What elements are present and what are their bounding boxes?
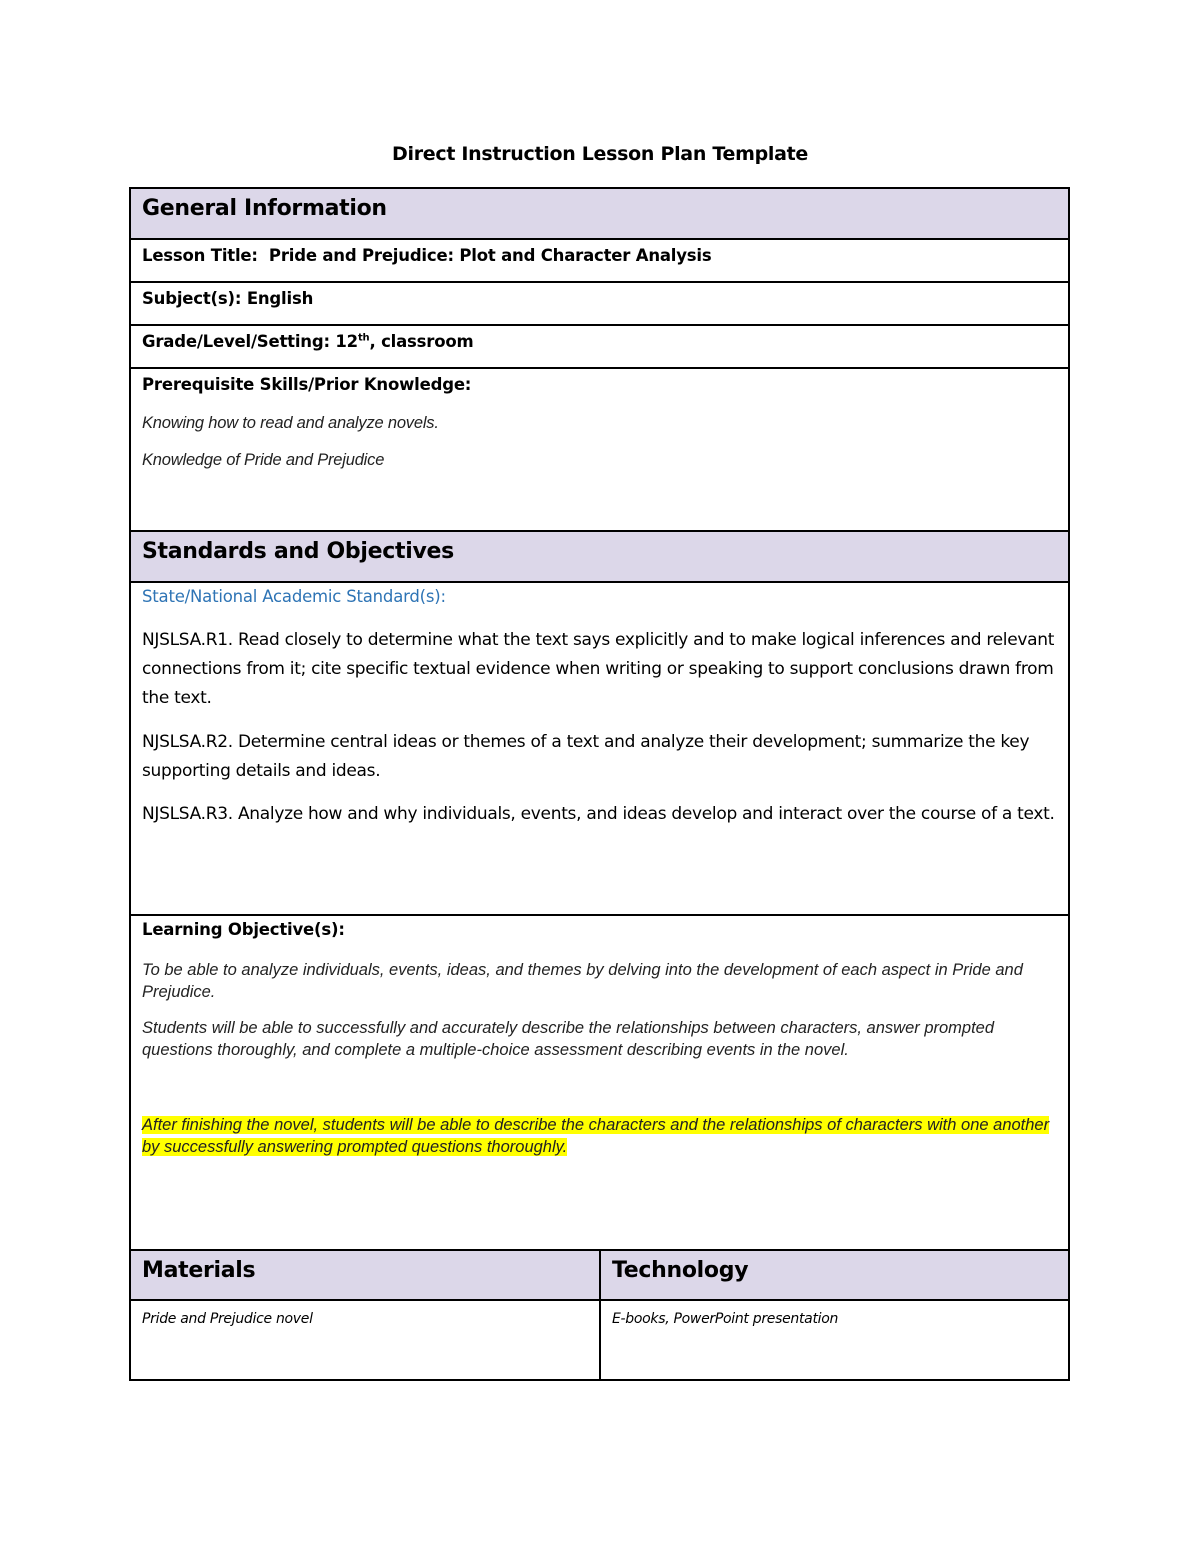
lesson-title-label: Lesson Title:	[142, 246, 258, 265]
highlighted-objective-text: After finishing the novel, students will be able to describe the characters and the relationships of characters with one another by successfully answering prompted questions thoroughly.	[142, 1116, 1050, 1156]
standards-objectives-header	[131, 532, 1068, 583]
technology-value: E-books, PowerPoint presentation	[612, 1311, 839, 1327]
grade-label: Grade/Level/Setting:	[142, 332, 330, 351]
lesson-title-row	[131, 240, 1068, 283]
page-title: Direct Instruction Lesson Plan Template	[392, 143, 808, 165]
prerequisite-item: Knowledge of Pride and Prejudice	[142, 451, 385, 469]
objective-item: Students will be able to successfully and accurately describe the relationships between characters, answer prompted questions thoroughly, and complete a multiple-choice assessment describing events in the novel.	[142, 1019, 995, 1059]
column-divider	[599, 1301, 601, 1379]
grade-number: 12	[335, 332, 358, 351]
column-divider	[599, 1251, 601, 1299]
technology-heading: Technology	[612, 1258, 749, 1283]
objective-item: To be able to analyze individuals, events, ideas, and themes by delving into the development of each aspect in Pride and Prejudice.	[142, 961, 1023, 1001]
standard-item: NJSLSA.R1. Read closely to determine what the text says explicitly and to make logical inferences and relevant connections from it; cite specific textual evidence when writing or speaking to support conclusions drawn from the text.	[142, 630, 1055, 708]
general-information-heading: General Information	[142, 196, 387, 221]
materials-value: Pride and Prejudice novel	[142, 1311, 313, 1327]
general-information-header	[131, 189, 1068, 240]
highlighted-objective	[142, 1114, 1054, 1158]
grade-row	[131, 326, 1068, 369]
grade-setting: , classroom	[369, 332, 474, 351]
grade-superscript: th	[357, 332, 370, 344]
grade-text	[142, 332, 473, 351]
materials-heading: Materials	[142, 1258, 256, 1283]
learning-objectives-row	[131, 916, 1068, 1251]
lesson-plan-table	[129, 187, 1070, 1381]
materials-technology-header	[131, 1251, 1068, 1301]
standard-item: NJSLSA.R2. Determine central ideas or themes of a text and analyze their development; summarize the key supporting details and ideas.	[142, 732, 1030, 781]
prerequisite-row	[131, 369, 1068, 532]
standards-label: State/National Academic Standard(s):	[142, 587, 446, 606]
standards-objectives-heading: Standards and Objectives	[142, 539, 454, 564]
standard-item: NJSLSA.R3. Analyze how and why individuals, events, and ideas develop and interact over the course of a text.	[142, 804, 1055, 824]
learning-objectives-label: Learning Objective(s):	[142, 920, 345, 939]
materials-technology-row	[131, 1301, 1068, 1379]
subject-value: English	[246, 289, 314, 308]
prerequisite-item: Knowing how to read and analyze novels.	[142, 414, 439, 432]
subject-text	[142, 289, 313, 308]
subject-label: Subject(s):	[142, 289, 242, 308]
lesson-title-value: Pride and Prejudice: Plot and Character Analysis	[268, 246, 712, 265]
lesson-title-text	[142, 246, 712, 265]
prerequisite-label: Prerequisite Skills/Prior Knowledge:	[142, 375, 472, 394]
standards-row	[131, 583, 1068, 916]
subject-row	[131, 283, 1068, 326]
